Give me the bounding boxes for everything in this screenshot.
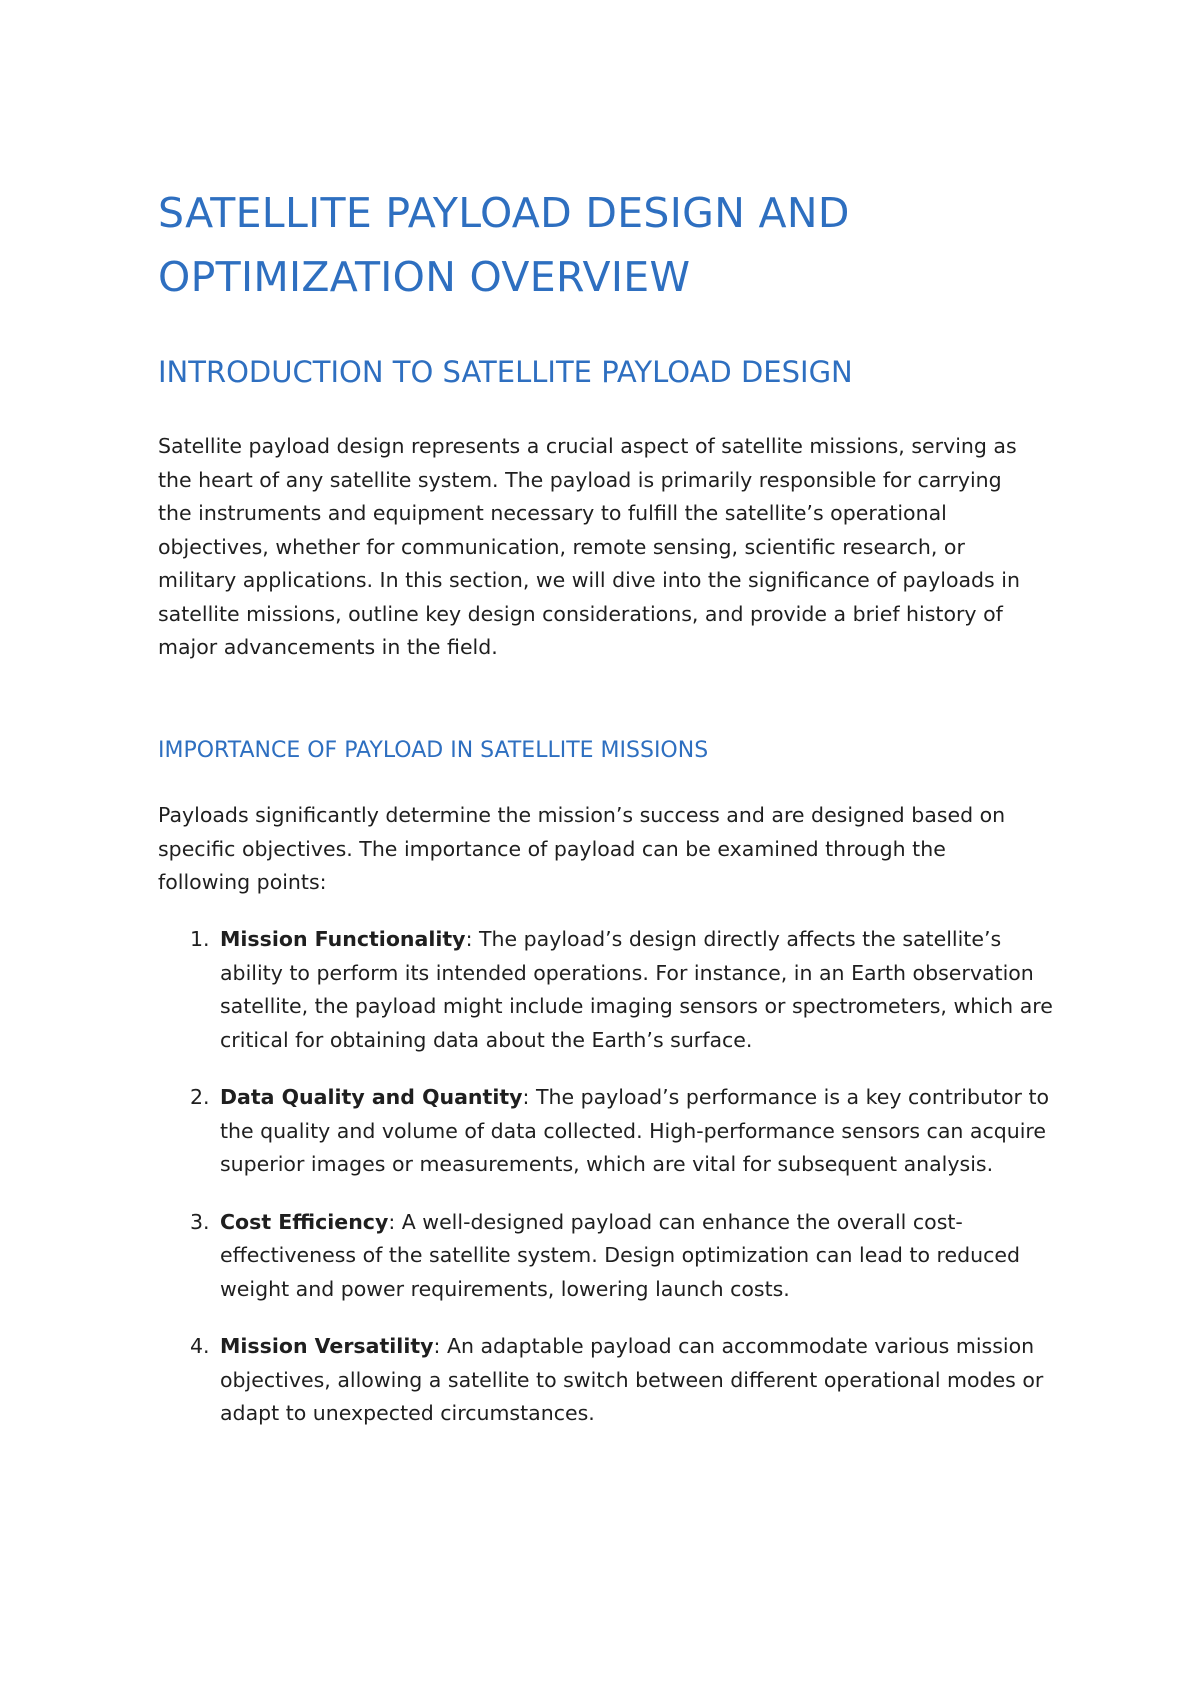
section-heading: INTRODUCTION TO SATELLITE PAYLOAD DESIGN	[158, 355, 853, 389]
document-title: SATELLITE PAYLOAD DESIGN AND OPTIMIZATION OVERVIEW	[158, 189, 850, 301]
list-item	[158, 1330, 1058, 1431]
list-item-text: The payload’s design directly affects the satellite’s ability to perform its intended operations. For instance, in an Earth observation satellite, the payload might include imaging sensors or spectrometers, which are critical for obtaining data about the Earth’s surface.	[220, 927, 1053, 1052]
list-item-term: Cost Efficiency	[220, 1209, 389, 1234]
list-item-separator: :	[465, 927, 479, 951]
list-item	[158, 1081, 1058, 1182]
list-item-number: 3.	[190, 1209, 210, 1234]
list-item-term: Mission Functionality	[220, 927, 466, 951]
list-item-term: Data Quality and Quantity	[220, 1085, 523, 1109]
list-item-separator: :	[388, 1209, 402, 1234]
list-item-number: 1.	[190, 927, 210, 951]
list-item	[158, 1206, 1058, 1307]
list-item-text: The payload’s performance is a key contributor to the quality and volume of data collected. High-performance sensors can acquire superior images or measurements, which are vital for subsequent analysis.	[220, 1085, 1050, 1176]
list-item-text: An adaptable payload can accommodate various mission objectives, allowing a satellite to switch between different operational modes or adapt to unexpected circumstances.	[220, 1334, 1044, 1425]
list-item-number: 2.	[190, 1085, 210, 1109]
subsection-heading: IMPORTANCE OF PAYLOAD IN SATELLITE MISSIONS	[158, 738, 709, 763]
list-item-number: 4.	[190, 1334, 210, 1358]
subsection-intro-paragraph: Payloads significantly determine the mission’s success and are designed based on specific objectives. The importance of payload can be examined through the following points:	[158, 803, 1006, 894]
section-intro-paragraph: Satellite payload design represents a crucial aspect of satellite missions, serving as the heart of any satellite system. The payload is primarily responsible for carrying the instruments and equipment necessary to fulfill the satellite’s operational objectives, whether for communication, remote sensing, scientific research, or military applications. In this section, we will dive into the significance of payloads in satellite missions, outline key design considerations, and provide a brief history of major advancements in the field.	[158, 434, 1020, 659]
list-item-separator: :	[433, 1334, 447, 1358]
list-item-text: A well-designed payload can enhance the overall cost-effectiveness of the satellite system. Design optimization can lead to reduced weight and power requirements, lowering launch costs.	[220, 1209, 1020, 1301]
importance-list	[158, 923, 1058, 1455]
list-item-term: Mission Versatility	[220, 1334, 434, 1358]
list-item	[158, 923, 1058, 1057]
list-item-separator: :	[522, 1085, 536, 1109]
